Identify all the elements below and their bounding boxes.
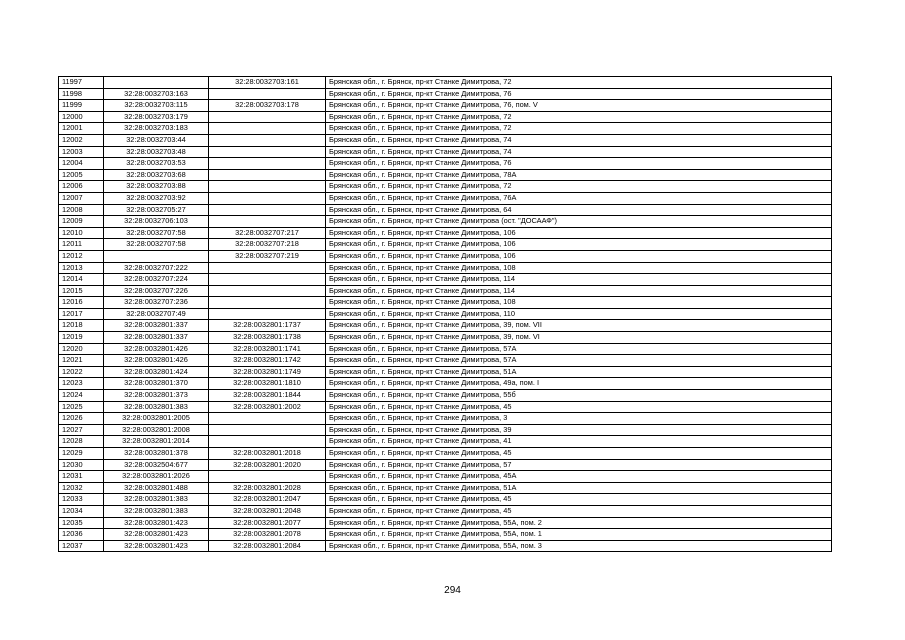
table-row <box>59 343 832 355</box>
table-row <box>59 308 832 320</box>
cadastral-number-cell: 32:28:0032801:2026 <box>104 471 209 483</box>
cadastral-number-cell: 32:28:0032801:383 <box>104 401 209 413</box>
table-row <box>59 401 832 413</box>
object-cadastral-number-cell <box>209 262 326 274</box>
row-number-cell: 12010 <box>59 227 104 239</box>
object-cadastral-number-cell <box>209 471 326 483</box>
table-row <box>59 123 832 135</box>
cadastral-number-cell: 32:28:0032801:488 <box>104 482 209 494</box>
row-number-cell: 12016 <box>59 297 104 309</box>
row-number-cell: 12001 <box>59 123 104 135</box>
row-number-cell: 11999 <box>59 100 104 112</box>
cadastral-number-cell: 32:28:0032707:58 <box>104 239 209 251</box>
address-cell: Брянская обл., г. Брянск, пр-кт Станке Димитрова, 106 <box>326 227 832 239</box>
cadastral-number-cell: 32:28:0032801:373 <box>104 390 209 402</box>
object-cadastral-number-cell: 32:28:0032801:2077 <box>209 517 326 529</box>
address-cell: Брянская обл., г. Брянск, пр-кт Станке Димитрова, 76 <box>326 88 832 100</box>
object-cadastral-number-cell <box>209 216 326 228</box>
address-cell: Брянская обл., г. Брянск, пр-кт Станке Димитрова, 57А <box>326 355 832 367</box>
object-cadastral-number-cell: 32:28:0032801:2028 <box>209 482 326 494</box>
cadastral-number-cell: 32:28:0032707:236 <box>104 297 209 309</box>
row-number-cell: 12036 <box>59 529 104 541</box>
object-cadastral-number-cell <box>209 297 326 309</box>
row-number-cell: 12005 <box>59 169 104 181</box>
row-number-cell: 12015 <box>59 285 104 297</box>
row-number-cell: 12035 <box>59 517 104 529</box>
table-row <box>59 134 832 146</box>
object-cadastral-number-cell <box>209 192 326 204</box>
row-number-cell: 12030 <box>59 459 104 471</box>
object-cadastral-number-cell <box>209 158 326 170</box>
table-row <box>59 424 832 436</box>
object-cadastral-number-cell: 32:28:0032801:1742 <box>209 355 326 367</box>
row-number-cell: 12017 <box>59 308 104 320</box>
object-cadastral-number-cell: 32:28:0032801:2047 <box>209 494 326 506</box>
table-row <box>59 227 832 239</box>
table-row <box>59 471 832 483</box>
row-number-cell: 12021 <box>59 355 104 367</box>
object-cadastral-number-cell: 32:28:0032703:161 <box>209 77 326 89</box>
address-cell: Брянская обл., г. Брянск, пр-кт Станке Димитрова, 49а, пом. I <box>326 378 832 390</box>
table-row <box>59 436 832 448</box>
table-row <box>59 378 832 390</box>
row-number-cell: 12024 <box>59 390 104 402</box>
address-cell: Брянская обл., г. Брянск, пр-кт Станке Димитрова, 45А <box>326 471 832 483</box>
row-number-cell: 12022 <box>59 366 104 378</box>
address-cell: Брянская обл., г. Брянск, пр-кт Станке Димитрова, 41 <box>326 436 832 448</box>
cadastral-number-cell: 32:28:0032801:2008 <box>104 424 209 436</box>
cadastral-number-cell: 32:28:0032707:58 <box>104 227 209 239</box>
cadastral-number-cell: 32:28:0032703:48 <box>104 146 209 158</box>
cadastral-number-cell: 32:28:0032801:383 <box>104 494 209 506</box>
table-row <box>59 169 832 181</box>
cadastral-number-cell: 32:28:0032703:53 <box>104 158 209 170</box>
cadastral-number-cell: 32:28:0032703:44 <box>104 134 209 146</box>
address-cell: Брянская обл., г. Брянск, пр-кт Станке Димитрова, 55А, пом. 1 <box>326 529 832 541</box>
address-cell: Брянская обл., г. Брянск, пр-кт Станке Димитрова, 3 <box>326 413 832 425</box>
object-cadastral-number-cell: 32:28:0032707:219 <box>209 250 326 262</box>
row-number-cell: 12029 <box>59 448 104 460</box>
row-number-cell: 12034 <box>59 505 104 517</box>
table-row <box>59 494 832 506</box>
table-row <box>59 332 832 344</box>
address-cell: Брянская обл., г. Брянск, пр-кт Станке Димитрова, 76, пом. V <box>326 100 832 112</box>
page-number: 294 <box>444 585 461 596</box>
table-row <box>59 413 832 425</box>
row-number-cell: 12012 <box>59 250 104 262</box>
address-cell: Брянская обл., г. Брянск, пр-кт Станке Димитрова, 74 <box>326 134 832 146</box>
table-row <box>59 262 832 274</box>
object-cadastral-number-cell: 32:28:0032801:1810 <box>209 378 326 390</box>
object-cadastral-number-cell <box>209 123 326 135</box>
address-cell: Брянская обл., г. Брянск, пр-кт Станке Димитрова, 57А <box>326 343 832 355</box>
object-cadastral-number-cell <box>209 181 326 193</box>
table-row <box>59 216 832 228</box>
cadastral-number-cell: 32:28:0032801:426 <box>104 343 209 355</box>
cadastral-number-cell: 32:28:0032801:370 <box>104 378 209 390</box>
cadastral-number-cell: 32:28:0032801:426 <box>104 355 209 367</box>
object-cadastral-number-cell <box>209 308 326 320</box>
address-cell: Брянская обл., г. Брянск, пр-кт Станке Димитрова, 72 <box>326 181 832 193</box>
table-row <box>59 158 832 170</box>
object-cadastral-number-cell: 32:28:0032801:1738 <box>209 332 326 344</box>
address-cell: Брянская обл., г. Брянск, пр-кт Станке Димитрова, 72 <box>326 123 832 135</box>
cadastral-number-cell: 32:28:0032801:2005 <box>104 413 209 425</box>
row-number-cell: 12002 <box>59 134 104 146</box>
row-number-cell: 11997 <box>59 77 104 89</box>
registry-table-body <box>59 77 832 552</box>
cadastral-number-cell: 32:28:0032707:222 <box>104 262 209 274</box>
table-row <box>59 355 832 367</box>
table-row <box>59 285 832 297</box>
table-row <box>59 181 832 193</box>
row-number-cell: 12014 <box>59 274 104 286</box>
cadastral-number-cell: 32:28:0032707:49 <box>104 308 209 320</box>
row-number-cell: 12023 <box>59 378 104 390</box>
cadastral-number-cell: 32:28:0032801:423 <box>104 517 209 529</box>
table-row <box>59 366 832 378</box>
address-cell: Брянская обл., г. Брянск, пр-кт Станке Димитрова, 64 <box>326 204 832 216</box>
table-row <box>59 505 832 517</box>
address-cell: Брянская обл., г. Брянск, пр-кт Станке Димитрова, 72 <box>326 111 832 123</box>
object-cadastral-number-cell <box>209 436 326 448</box>
table-row <box>59 100 832 112</box>
cadastral-number-cell: 32:28:0032703:163 <box>104 88 209 100</box>
row-number-cell: 12006 <box>59 181 104 193</box>
cadastral-number-cell: 32:28:0032703:179 <box>104 111 209 123</box>
cadastral-number-cell: 32:28:0032504:677 <box>104 459 209 471</box>
row-number-cell: 12033 <box>59 494 104 506</box>
cadastral-number-cell: 32:28:0032801:423 <box>104 529 209 541</box>
row-number-cell: 12026 <box>59 413 104 425</box>
table-row <box>59 250 832 262</box>
cadastral-number-cell <box>104 77 209 89</box>
row-number-cell: 12018 <box>59 320 104 332</box>
object-cadastral-number-cell: 32:28:0032801:2078 <box>209 529 326 541</box>
address-cell: Брянская обл., г. Брянск, пр-кт Станке Димитрова, 114 <box>326 285 832 297</box>
cadastral-number-cell: 32:28:0032705:27 <box>104 204 209 216</box>
address-cell: Брянская обл., г. Брянск, пр-кт Станке Димитрова, 39 <box>326 424 832 436</box>
object-cadastral-number-cell <box>209 424 326 436</box>
object-cadastral-number-cell: 32:28:0032703:178 <box>209 100 326 112</box>
cadastral-number-cell: 32:28:0032801:424 <box>104 366 209 378</box>
object-cadastral-number-cell: 32:28:0032801:2020 <box>209 459 326 471</box>
table-row <box>59 77 832 89</box>
table-row <box>59 448 832 460</box>
address-cell: Брянская обл., г. Брянск, пр-кт Станке Димитрова, 76 <box>326 158 832 170</box>
address-cell: Брянская обл., г. Брянск, пр-кт Станке Димитрова, 74 <box>326 146 832 158</box>
row-number-cell: 12019 <box>59 332 104 344</box>
object-cadastral-number-cell: 32:28:0032801:1749 <box>209 366 326 378</box>
row-number-cell: 12031 <box>59 471 104 483</box>
address-cell: Брянская обл., г. Брянск, пр-кт Станке Димитрова, 57 <box>326 459 832 471</box>
address-cell: Брянская обл., г. Брянск, пр-кт Станке Димитрова (ост. "ДОСААФ") <box>326 216 832 228</box>
row-number-cell: 12007 <box>59 192 104 204</box>
address-cell: Брянская обл., г. Брянск, пр-кт Станке Димитрова, 55б <box>326 390 832 402</box>
cadastral-registry-table <box>58 76 832 552</box>
row-number-cell: 12027 <box>59 424 104 436</box>
table-row <box>59 529 832 541</box>
cadastral-number-cell: 32:28:0032801:423 <box>104 540 209 552</box>
address-cell: Брянская обл., г. Брянск, пр-кт Станке Димитрова, 51А <box>326 366 832 378</box>
table-row <box>59 239 832 251</box>
row-number-cell: 12025 <box>59 401 104 413</box>
address-cell: Брянская обл., г. Брянск, пр-кт Станке Димитрова, 55А, пом. 2 <box>326 517 832 529</box>
table-row <box>59 297 832 309</box>
cadastral-number-cell: 32:28:0032801:337 <box>104 320 209 332</box>
table-row <box>59 459 832 471</box>
address-cell: Брянская обл., г. Брянск, пр-кт Станке Димитрова, 78А <box>326 169 832 181</box>
table-row <box>59 146 832 158</box>
object-cadastral-number-cell <box>209 88 326 100</box>
row-number-cell: 12000 <box>59 111 104 123</box>
cadastral-number-cell: 32:28:0032707:226 <box>104 285 209 297</box>
address-cell: Брянская обл., г. Брянск, пр-кт Станке Димитрова, 72 <box>326 77 832 89</box>
cadastral-number-cell: 32:28:0032801:2014 <box>104 436 209 448</box>
cadastral-number-cell: 32:28:0032801:383 <box>104 505 209 517</box>
address-cell: Брянская обл., г. Брянск, пр-кт Станке Димитрова, 76А <box>326 192 832 204</box>
object-cadastral-number-cell: 32:28:0032801:1741 <box>209 343 326 355</box>
row-number-cell: 12037 <box>59 540 104 552</box>
table-row <box>59 517 832 529</box>
address-cell: Брянская обл., г. Брянск, пр-кт Станке Димитрова, 45 <box>326 448 832 460</box>
object-cadastral-number-cell: 32:28:0032801:2018 <box>209 448 326 460</box>
address-cell: Брянская обл., г. Брянск, пр-кт Станке Димитрова, 39, пом. VI <box>326 332 832 344</box>
cadastral-number-cell: 32:28:0032703:68 <box>104 169 209 181</box>
cadastral-number-cell: 32:28:0032801:378 <box>104 448 209 460</box>
row-number-cell: 12003 <box>59 146 104 158</box>
row-number-cell: 12028 <box>59 436 104 448</box>
table-row <box>59 274 832 286</box>
object-cadastral-number-cell <box>209 111 326 123</box>
address-cell: Брянская обл., г. Брянск, пр-кт Станке Димитрова, 106 <box>326 239 832 251</box>
cadastral-number-cell: 32:28:0032707:224 <box>104 274 209 286</box>
table-row <box>59 88 832 100</box>
object-cadastral-number-cell <box>209 204 326 216</box>
address-cell: Брянская обл., г. Брянск, пр-кт Станке Димитрова, 55А, пом. 3 <box>326 540 832 552</box>
cadastral-number-cell: 32:28:0032703:183 <box>104 123 209 135</box>
address-cell: Брянская обл., г. Брянск, пр-кт Станке Димитрова, 108 <box>326 262 832 274</box>
object-cadastral-number-cell: 32:28:0032707:218 <box>209 239 326 251</box>
table-row <box>59 192 832 204</box>
cadastral-number-cell: 32:28:0032703:92 <box>104 192 209 204</box>
object-cadastral-number-cell: 32:28:0032707:217 <box>209 227 326 239</box>
address-cell: Брянская обл., г. Брянск, пр-кт Станке Димитрова, 110 <box>326 308 832 320</box>
object-cadastral-number-cell: 32:28:0032801:1844 <box>209 390 326 402</box>
cadastral-number-cell: 32:28:0032801:337 <box>104 332 209 344</box>
object-cadastral-number-cell <box>209 274 326 286</box>
cadastral-number-cell: 32:28:0032703:88 <box>104 181 209 193</box>
row-number-cell: 12013 <box>59 262 104 274</box>
row-number-cell: 12032 <box>59 482 104 494</box>
address-cell: Брянская обл., г. Брянск, пр-кт Станке Димитрова, 45 <box>326 401 832 413</box>
table-row <box>59 482 832 494</box>
row-number-cell: 12009 <box>59 216 104 228</box>
address-cell: Брянская обл., г. Брянск, пр-кт Станке Димитрова, 39, пом. VII <box>326 320 832 332</box>
object-cadastral-number-cell: 32:28:0032801:1737 <box>209 320 326 332</box>
cadastral-number-cell: 32:28:0032706:103 <box>104 216 209 228</box>
object-cadastral-number-cell <box>209 146 326 158</box>
row-number-cell: 11998 <box>59 88 104 100</box>
object-cadastral-number-cell: 32:28:0032801:2048 <box>209 505 326 517</box>
address-cell: Брянская обл., г. Брянск, пр-кт Станке Димитрова, 45 <box>326 505 832 517</box>
object-cadastral-number-cell <box>209 285 326 297</box>
row-number-cell: 12020 <box>59 343 104 355</box>
row-number-cell: 12004 <box>59 158 104 170</box>
row-number-cell: 12008 <box>59 204 104 216</box>
address-cell: Брянская обл., г. Брянск, пр-кт Станке Димитрова, 51А <box>326 482 832 494</box>
cadastral-number-cell <box>104 250 209 262</box>
object-cadastral-number-cell <box>209 134 326 146</box>
object-cadastral-number-cell <box>209 413 326 425</box>
table-row <box>59 540 832 552</box>
object-cadastral-number-cell <box>209 169 326 181</box>
row-number-cell: 12011 <box>59 239 104 251</box>
object-cadastral-number-cell: 32:28:0032801:2002 <box>209 401 326 413</box>
address-cell: Брянская обл., г. Брянск, пр-кт Станке Димитрова, 114 <box>326 274 832 286</box>
table-row <box>59 111 832 123</box>
address-cell: Брянская обл., г. Брянск, пр-кт Станке Димитрова, 108 <box>326 297 832 309</box>
table-row <box>59 204 832 216</box>
cadastral-number-cell: 32:28:0032703:115 <box>104 100 209 112</box>
table-row <box>59 390 832 402</box>
object-cadastral-number-cell: 32:28:0032801:2084 <box>209 540 326 552</box>
table-row <box>59 320 832 332</box>
address-cell: Брянская обл., г. Брянск, пр-кт Станке Димитрова, 45 <box>326 494 832 506</box>
address-cell: Брянская обл., г. Брянск, пр-кт Станке Димитрова, 106 <box>326 250 832 262</box>
